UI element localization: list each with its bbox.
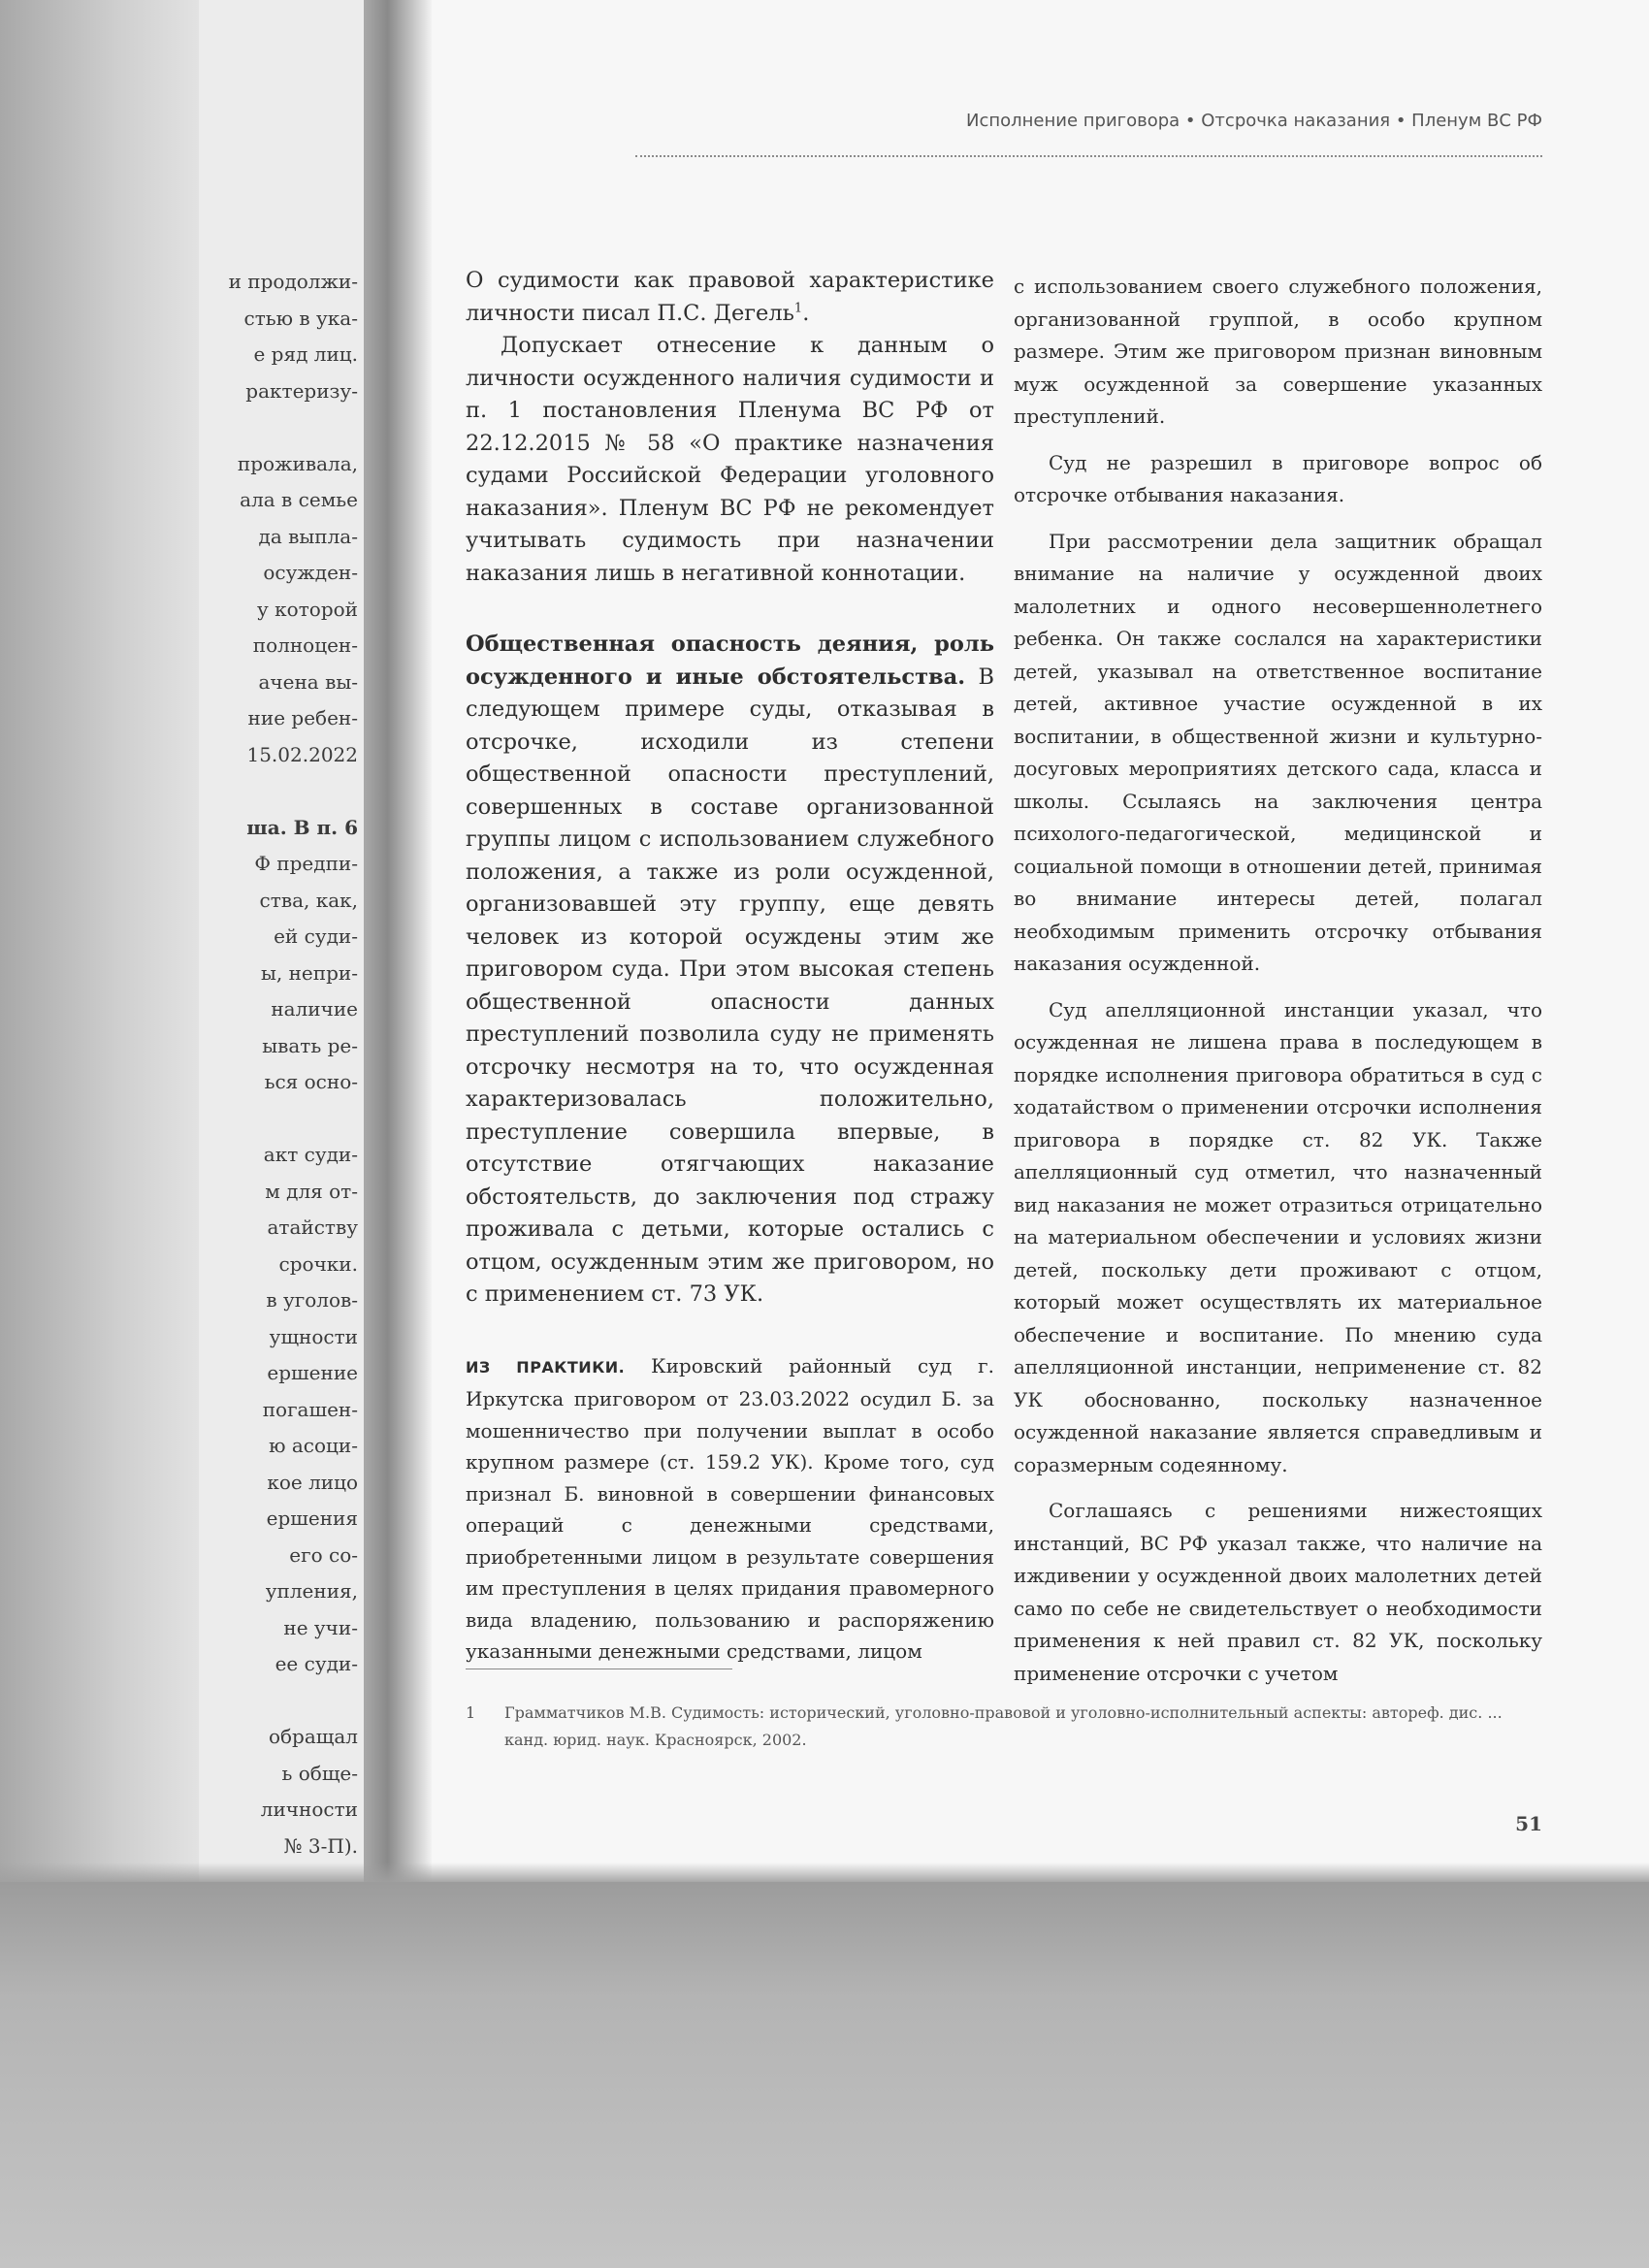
fragment-line: ю асоци-	[269, 1434, 358, 1457]
fragment-line: № 3-П).	[283, 1833, 358, 1858]
fragment-line: ершения	[266, 1507, 358, 1530]
fragment-line	[199, 773, 364, 810]
fragment-line: ее суди-	[275, 1652, 358, 1675]
fragment-line: е ряд лиц.	[253, 342, 358, 366]
fragment-line: упления,	[265, 1579, 358, 1603]
fragment-line	[199, 1101, 364, 1138]
text-column-left	[466, 265, 994, 1668]
practice-label: ИЗ ПРАКТИКИ.	[466, 1357, 626, 1377]
fragment-line: ша. В п. 6	[246, 815, 358, 839]
book-spine-shadow	[364, 0, 432, 1901]
section-heading: Общественная опасность деяния, роль осужденного и иные обстоятельства.	[466, 632, 994, 690]
fragment-line: у которой	[257, 597, 358, 621]
fragment-line	[199, 1683, 364, 1720]
fragment-line: ей суди-	[274, 924, 358, 948]
fragment-line: в уголов-	[266, 1288, 358, 1312]
fragment-line: ущности	[269, 1324, 358, 1348]
fragment-line: проживала,	[237, 451, 358, 475]
fragment-line: наличие	[271, 997, 358, 1021]
scan-left-edge	[0, 0, 199, 1901]
fragment-line: не учи-	[283, 1615, 358, 1639]
fragment-line: атайству	[267, 1215, 358, 1239]
fragment-line: акт суди-	[263, 1143, 358, 1166]
fragment-line: кое лицо	[267, 1470, 358, 1494]
fragment-line: осужден-	[263, 561, 358, 584]
paragraph: с использованием своего служебного положения, организованной группой, в особо крупном размере. Этим же приговором признан виновным муж осужденной за совершение указанных преступлений.	[1014, 275, 1542, 428]
fragment-line: ывать ре-	[262, 1033, 358, 1057]
fragment-line: ние ребен-	[247, 706, 358, 729]
fragment-line	[199, 409, 364, 446]
fragment-line: ься осно-	[264, 1070, 358, 1093]
footnote	[466, 1700, 1542, 1754]
fragment-line: ершение	[267, 1361, 358, 1384]
page-number: 51	[1515, 1812, 1542, 1835]
fragment-line: стью в ука-	[243, 306, 358, 330]
fragment-line: м для от-	[265, 1179, 358, 1203]
running-header: Исполнение приговора • Отсрочка наказания • Пленум ВС РФ	[966, 111, 1542, 131]
fragment-line: ства, как,	[259, 888, 358, 912]
text-column-right	[1014, 271, 1542, 1690]
fragment-line: погашен-	[262, 1397, 358, 1421]
footnote-text: Грамматчиков М.В. Судимость: исторический, уголовно-правовой и уголовно-исполнительный аспекты: автореф. дис. ... канд. юрид. наук. Красноярск, 2002.	[504, 1703, 1503, 1749]
fragment-line: ы, непри-	[260, 960, 358, 985]
left-page-text	[199, 264, 364, 1864]
fragment-line: полноцен-	[252, 633, 358, 657]
fragment-line: 15.02.2022	[246, 742, 358, 766]
paragraph: Соглашаясь с решениями нижестоящих инстанций, ВС РФ указал также, что наличие на иждивении у осужденной двоих малолетних детей само по себе не свидетельствует о необходимости применения к ней правил ст. 82 УК, поскольку применение отсрочки с учетом	[1014, 1499, 1542, 1685]
scan-bottom-shadow	[0, 1882, 1649, 2268]
footnote-ref: 1	[793, 301, 803, 315]
paragraph: Суд апелляционной инстанции указал, что осужденная не лишена права в последующем в порядке исполнения приговора обратиться в суд с ходатайством о применении отсрочки исполнения приговора в порядке ст. 82 УК. Также апелляционный суд отметил, что назначенный вид наказания не может отразиться отрицательно на материальном обеспечении и условиях жизни детей, поскольку дети проживают с отцом, который может осуществлять их материальное обеспечение и воспитание. По мнению суда апелляционной инстанции, неприменение ст. 82 УК обоснованно, поскольку назначенное осужденной наказание является справедливым и соразмерным содеянному.	[1014, 997, 1542, 1476]
paragraph-section: Общественная опасность деяния, роль осужденного и иные обстоятельства. В следующем примере суды, отказывая в отсрочке, исходили из степени общественной опасности преступлений, совершенных в составе организованной группы лицом с использованием служебного положения, а также из роли осужденной, организовавшей эту группу, еще девять человек из которой осуждены этим же приговором суда. При этом высокая степень общественной опасности данных преступлений позволила суду не применять отсрочку несмотря на то, что осужденная характеризовалась положительно, преступление совершила впервые, в отсутствие отягчающих наказание обстоятельств, до заключения под стражу проживала с детьми, которые остались с отцом, осужденным этим же приговором, но с применением ст. 73 УК.	[466, 632, 995, 1307]
paragraph: Суд не разрешил в приговоре вопрос об отсрочке отбывания наказания.	[1014, 450, 1542, 506]
header-rule	[635, 155, 1542, 157]
fragment-line: срочки.	[278, 1251, 358, 1276]
fragment-line: рактеризу-	[245, 378, 358, 403]
fragment-line: и продолжи-	[228, 270, 358, 293]
fragment-line: его со-	[289, 1542, 358, 1567]
right-page	[432, 0, 1649, 1892]
left-page-fragment	[199, 0, 364, 1901]
paragraph: О судимости как правовой характеристике личности писал П.С. Дегель$^1$.	[466, 268, 994, 326]
fragment-line: ала в семье	[240, 488, 358, 511]
practice-example: ИЗ ПРАКТИКИ. Кировский районный суд г. Иркутска приговором от 23.03.2022 осудил Б. за мошенничество при получении выплат в особо крупном размере (ст. 159.2 УК). Кроме того, суд признал Б. виновной в совершении финансовых операций с денежными средствами, приобретенными лицом в результате совершения им преступления в целях придания правомерного вида владению, пользованию и распоряжению указанными денежными средствами, лицом	[466, 1353, 995, 1663]
paragraph: Допускает отнесение к данным о личности осужденного наличия судимости и п. 1 постановления Пленума ВС РФ от 22.12.2015 № 58 «О практике назначения судами Российской Федерации уголовного наказания». Пленум ВС РФ не рекомендует учитывать судимость при назначении наказания лишь в негативной коннотации.	[466, 333, 994, 586]
paragraph: При рассмотрении дела защитник обращал внимание на наличие у осужденной двоих малолетних и одного несовершеннолетнего ребенка. Он также сослался на характеристики детей, указывал на ответственное воспитание детей, активное участие осужденной в их воспитании, в общественной жизни и культурно-досуговых мероприятиях детского сада, класса и школы. Ссылаясь на заключения центра психолого-педагогической, медицинской и социальной помощи в отношении детей, принимая во внимание интересы детей, полагал необходимым применить отсрочку отбывания наказания осужденной.	[1014, 529, 1542, 975]
fragment-line: обращал	[268, 1725, 358, 1748]
fragment-line: личности	[260, 1798, 358, 1821]
fragment-line: да выпла-	[258, 524, 358, 548]
fragment-line: Ф предпи-	[254, 852, 358, 875]
fragment-line: ь обще-	[281, 1761, 358, 1785]
footnote-number: 1	[466, 1703, 476, 1722]
fragment-line: ачена вы-	[258, 669, 358, 694]
